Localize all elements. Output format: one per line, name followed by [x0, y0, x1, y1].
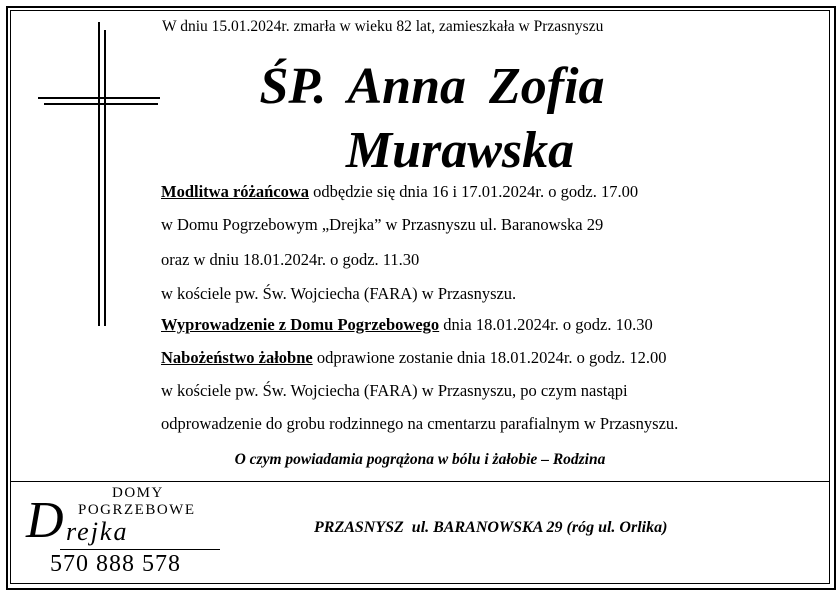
logo-rejka-text: rejka: [66, 517, 129, 546]
phone-number: 570 888 578: [50, 551, 181, 577]
footer-divider: [10, 481, 830, 482]
body-line: Nabożeństwo żałobne odprawione zostanie dnia 18.01.2024r. o godz. 12.00: [161, 348, 667, 367]
body-line: Modlitwa różańcowa odbędzie się dnia 16 i 17.01.2024r. o godz. 17.00: [161, 182, 639, 201]
deceased-name-line-1: ŚP. Anna Zofia: [259, 58, 605, 115]
logo-d-letter: D: [26, 492, 64, 549]
body-line: odprowadzenie do grobu rodzinnego na cmentarzu parafialnym w Przasnyszu.: [161, 414, 679, 433]
body-line: w kościele pw. Św. Wojciecha (FARA) w Przasnyszu.: [161, 284, 517, 303]
logo-pogrzebowe-text: POGRZEBOWE: [78, 502, 196, 518]
logo-domy-text: DOMY: [112, 485, 164, 501]
body-line: w Domu Pogrzebowym „Drejka” w Przasnyszu ul. Baranowska 29: [161, 215, 604, 234]
funeral-home-address: PRZASNYSZ ul. BARANOWSKA 29 (róg ul. Orlika): [314, 519, 668, 536]
body-line: oraz w dniu 18.01.2024r. o godz. 11.30: [161, 250, 420, 269]
deceased-name-line-2: Murawska: [345, 122, 575, 179]
logo-underline: [60, 549, 220, 550]
body-line: Wyprowadzenie z Domu Pogrzebowego dnia 18.01.2024r. o godz. 10.30: [161, 315, 653, 334]
death-announcement-intro: W dniu 15.01.2024r. zmarła w wieku 82 lat, zamieszkała w Przasnyszu: [162, 18, 604, 35]
body-line: w kościele pw. Św. Wojciecha (FARA) w Przasnyszu, po czym nastąpi: [161, 381, 628, 400]
funeral-home-logo: [20, 483, 240, 583]
family-closing-line: O czym powiadamia pogrążona w bólu i żałobie – Rodzina: [234, 451, 606, 468]
